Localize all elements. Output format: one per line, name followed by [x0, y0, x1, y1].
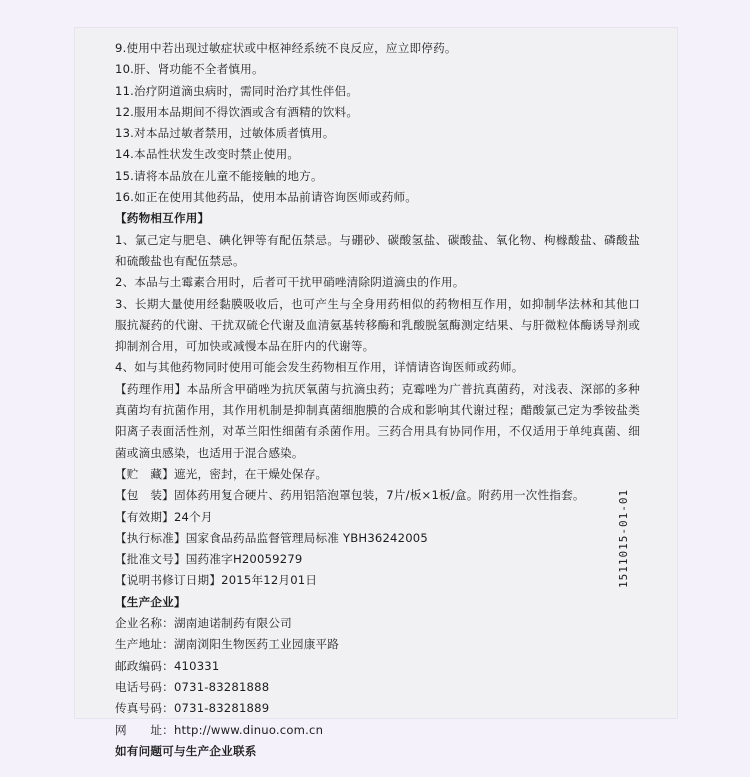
interaction-paragraph-2: 2、本品与土霉素合用时，后者可干扰甲硝唑清除阴道滴虫的作用。 [115, 275, 465, 290]
interaction-paragraph-4: 4、如与其他药物同时使用可能会发生药物相互作用，详情请咨询医师或药师。 [115, 360, 524, 375]
package-section: 【包 装】固体药用复合硬片、药用铝箔泡罩包装，7片/板×1板/盒。附药用一次性指套。 [115, 488, 585, 503]
side-print-code: 1511015-01-01 [617, 488, 630, 588]
storage-section: 【贮 藏】遮光，密封，在干燥处保存。 [115, 466, 328, 481]
warning-item-9: 9.使用中若出现过敏症状或中枢神经系统不良反应，应立即停药。 [115, 41, 457, 55]
manufacturer-website: 网 址：http://www.dinuo.com.cn [115, 722, 324, 737]
pharmacology-section: 【药理作用】本品所含甲硝唑为抗厌氧菌与抗滴虫药；克霉唑为广普抗真菌药，对浅表、深部的多种真菌均有抗菌作用，其作用机制是抑制真菌细胞膜的合成和影响其代谢过程；醋酸氯己定为季铵盐类阳离子表面活性剂，对革兰阳性细菌有杀菌作用。三药合用具有协同作用，不仅适用于单纯真菌、细菌或滴虫感染，也适用于混合感染。 [115, 381, 640, 460]
warning-item-14: 14.本品性状发生改变时禁止使用。 [115, 147, 300, 162]
approval-number: 【批准文号】国药准字H20059279 [115, 552, 303, 567]
standard-section: 【执行标准】国家食品药品监督管理局标准 YBH36242005 [115, 530, 428, 545]
interaction-paragraph-3: 3、长期大量使用经黏膜吸收后，也可产生与全身用药相似的药物相互作用，如抑制华法林和其他口服抗凝药的代谢、干扰双硫仑代谢及血清氨基转移酶和乳酸脱氢酶测定结果、与肝微粒体酶诱导剂或抑制剂合用，可加快或减慢本品在肝内的代谢等。 [115, 296, 640, 354]
revision-date: 【说明书修订日期】2015年12月01日 [115, 573, 318, 588]
validity-section: 【有效期】24个月 [115, 509, 213, 524]
interactions-header: 【药物相互作用】 [115, 211, 210, 226]
interaction-paragraph-1: 1、氯己定与肥皂、碘化钾等有配伍禁忌。与硼砂、碳酸氢盐、碳酸盐、氧化物、枸橼酸盐、磷酸盐和硫酸盐也有配伍禁忌。 [115, 232, 640, 268]
warning-item-12: 12.服用本品期间不得饮酒或含有酒精的饮料。 [115, 104, 359, 119]
manufacturer-address: 生产地址：湖南浏阳生物医药工业园康平路 [115, 637, 340, 652]
warning-item-10: 10.肝、肾功能不全者慎用。 [115, 62, 264, 77]
warning-item-16: 16.如正在使用其他药品，使用本品前请咨询医师或药师。 [115, 190, 418, 205]
warning-item-15: 15.请将本品放在儿童不能接触的地方。 [115, 168, 323, 183]
manufacturer-name: 企业名称：湖南迪诺制药有限公司 [115, 616, 292, 631]
manufacturer-fax: 传真号码：0731-83281889 [115, 701, 270, 716]
manufacturer-phone: 电话号码：0731-83281888 [115, 679, 270, 694]
manufacturer-header: 【生产企业】 [115, 594, 186, 609]
warning-item-11: 11.治疗阴道滴虫病时，需同时治疗其性伴侣。 [115, 83, 359, 98]
leaflet-text [115, 38, 640, 762]
warning-item-13: 13.对本品过敏者禁用，过敏体质者慎用。 [115, 126, 335, 141]
contact-note: 如有问题可与生产企业联系 [115, 743, 257, 758]
manufacturer-postcode: 邮政编码：410331 [115, 658, 220, 673]
